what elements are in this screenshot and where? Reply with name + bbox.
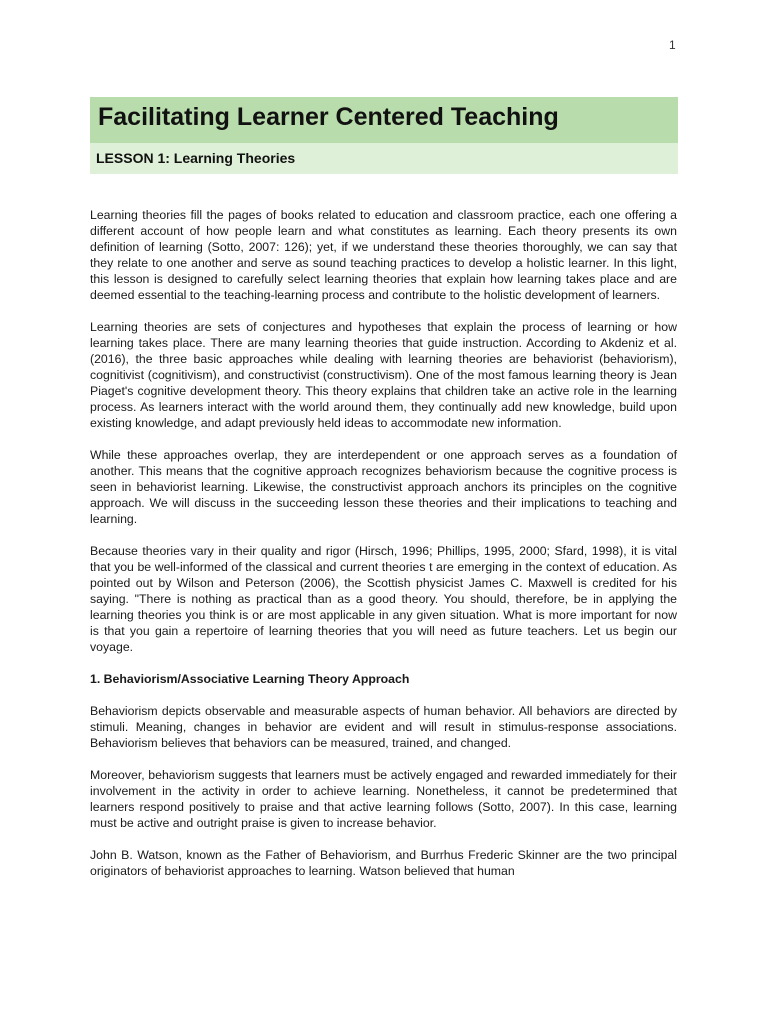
lesson-banner xyxy=(90,143,678,174)
lesson-title: LESSON 1: Learning Theories xyxy=(96,150,296,166)
title-banner xyxy=(90,97,678,143)
paragraph-theory-quality: Because theories vary in their quality and rigor (Hirsch, 1996; Phillips, 1995, 2000; Sfard, 1998), it is vital that you be well-informed of the classical and current theories t are emerging in the context of education. As pointed out by Wilson and Peterson (2006), the Scottish physicist James C. Maxwell is credited for his saying. "There is nothing as practical than as a good theory. You should, therefore, be in applying the learning theories you think is or are most applicable in any given situation. What is more important for now is that you gain a repertoire of learning theories that you will need as future teachers. Let us begin our voyage. xyxy=(90,544,677,654)
paragraph-watson-skinner: John B. Watson, known as the Father of Behaviorism, and Burrhus Frederic Skinner are the two principal originators of behaviorist approaches to learning. Watson believed that human xyxy=(90,848,677,878)
page-number: 1 xyxy=(669,38,676,52)
paragraph-approaches: While these approaches overlap, they are interdependent or one approach serves as a foundation of another. This means that the cognitive approach recognizes behaviorism because the cognitive process is seen in behaviorist learning. Likewise, the constructivist approach anchors its principles on the cognitive approach. We will discuss in the succeeding lesson these theories and their implications to teaching and learning. xyxy=(90,448,677,526)
section-heading-behaviorism: 1. Behaviorism/Associative Learning Theory Approach xyxy=(90,672,410,686)
paragraph-behaviorism-engagement: Moreover, behaviorism suggests that learners must be actively engaged and rewarded immediately for their involvement in the activity in order to achieve learning. Nonetheless, it cannot be predetermined that learners respond positively to praise and that active learning follows (Sotto, 2007). In this case, learning must be active and outright praise is given to increase behavior. xyxy=(90,768,677,830)
paragraph-learning-theories: Learning theories are sets of conjectures and hypotheses that explain the process of learning or how learning takes place. There are many learning theories that guide instruction. According to Akdeniz et al. (2016), the three basic approaches while dealing with learning theories are behaviorist (behaviorism), cognitivist (cognitivism), and constructivist (constructivism). One of the most famous learning theory is Jean Piaget's cognitive development theory. This theory explains that children take an active role in the learning process. As learners interact with the world around them, they continually add new knowledge, build upon existing knowledge, and adapt previously held ideas to accommodate new information. xyxy=(90,320,677,430)
paragraph-behaviorism-definition: Behaviorism depicts observable and measurable aspects of human behavior. All behaviors are directed by stimuli. Meaning, changes in behavior are evident and will result in stimulus-response associations. Behaviorism believes that behaviors can be measured, trained, and changed. xyxy=(90,704,677,750)
page-title: Facilitating Learner Centered Teaching xyxy=(98,103,559,131)
paragraph-intro: Learning theories fill the pages of books related to education and classroom practice, each one offering a different account of how people learn and what constitutes as learning. Each theory presents its own definition of learning (Sotto, 2007: 126); yet, if we understand these theories thoroughly, we can say that they relate to one another and serve as sound teaching practices to develop a holistic learner. In this light, this lesson is designed to carefully select learning theories that explain how learning takes place and are deemed essential to the teaching-learning process and contribute to the holistic development of learners. xyxy=(90,208,677,302)
document-body xyxy=(90,207,677,895)
